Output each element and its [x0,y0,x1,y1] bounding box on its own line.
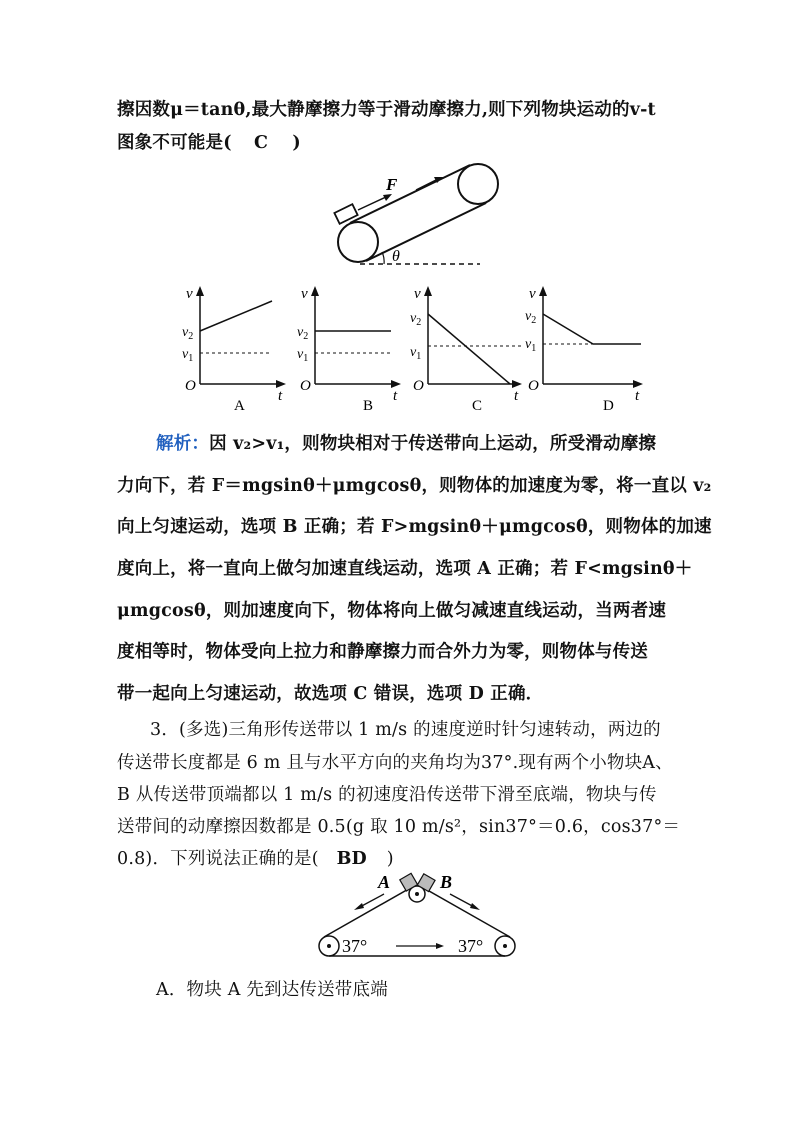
triangle-belt-figure [312,870,522,962]
answer-letter: C [253,133,269,153]
question-line: 送带间的动摩擦因数都是 0.5(g 取 10 m/s²，sin37°＝0.6，cos37°＝ [117,817,681,837]
question-line [117,845,394,870]
y-axis-label: v [186,286,193,302]
graph-caption: A [234,398,245,414]
velocity-line [543,314,641,344]
analysis-text: 因 v₂>v₁，则物块相对于传送带向上运动，所受滑动摩擦 [209,434,657,454]
v1-label: $v_1$ [525,337,537,354]
y-axis-label: v [301,286,308,302]
angle-right-label: 37° [458,936,484,956]
question-text: 0.8)．下列说法正确的是( [117,849,319,869]
force-label: F [386,175,398,194]
x-axis-label: t [278,388,283,404]
origin-label: O [185,378,196,394]
graph-A [180,284,288,414]
v1-label: $v_1$ [297,347,309,364]
analysis-line: μmgcosθ，则加速度向下，物体将向上做匀减速直线运动，当两者速 [117,601,667,621]
v2-label: $v_2$ [525,309,537,326]
question-text: 图象不可能是( [117,133,232,153]
analysis-line: 度向上，将一直向上做匀加速直线运动，选项 A 正确；若 F<mgsinθ＋ [117,559,693,579]
y-axis-label: v [529,286,536,302]
graph-caption: C [472,398,483,414]
analysis-label: 解析： [156,434,210,454]
block-A-label: A [378,872,391,892]
option-A: A．物块 A 先到达传送带底端 [156,980,388,1000]
question-line: B 从传送带顶端都以 1 m/s 的初速度沿传送带下滑至底端，物块与传 [117,785,657,805]
question-line: 传送带长度都是 6 m 且与水平方向的夹角均为37°.现有两个小物块A、 [117,753,673,773]
block-B-label: B [440,872,453,892]
question-text: ) [292,133,301,153]
analysis-line: 力向下，若 F＝mgsinθ＋μmgcosθ，则物体的加速度为零，将一直以 v₂ [117,476,712,496]
answer-letters: BD [336,849,367,869]
graph-caption: D [603,398,614,414]
velocity-line [200,301,272,331]
v2-label: $v_2$ [297,325,309,342]
x-axis-label: t [635,388,640,404]
v2-label: $v_2$ [410,311,422,328]
question-line: 擦因数μ＝tanθ,最大静摩擦力等于滑动摩擦力,则下列物块运动的v-t [117,100,656,120]
graph-D [523,284,647,414]
origin-label: O [300,378,311,394]
analysis-line: 向上匀速运动，选项 B 正确；若 F>mgsinθ＋μmgcosθ，则物体的加速 [117,517,712,537]
angle-label: θ [392,248,400,265]
question-line: 3．(多选)三角形传送带以 1 m/s 的速度逆时针匀速转动，两边的 [150,720,661,740]
incline-belt-figure [320,160,520,272]
velocity-line [428,314,510,384]
angle-left-label: 37° [342,936,368,956]
graph-C [408,284,528,414]
graph-B [295,284,403,414]
analysis-line: 带一起向上匀速运动，故选项 C 错误，选项 D 正确． [117,684,544,704]
graph-caption: B [363,398,374,414]
analysis-line: 度相等时，物体受向上拉力和静摩擦力而合外力为零，则物体与传送 [117,642,648,662]
y-axis-label: v [414,286,421,302]
analysis-line [156,430,656,455]
question-text: ) [386,849,394,869]
origin-label: O [528,378,539,394]
x-axis-label: t [514,388,519,404]
v1-label: $v_1$ [182,347,194,364]
question-line [117,129,301,154]
v1-label: $v_1$ [410,345,422,362]
x-axis-label: t [393,388,398,404]
origin-label: O [413,378,424,394]
v2-label: $v_2$ [182,325,194,342]
